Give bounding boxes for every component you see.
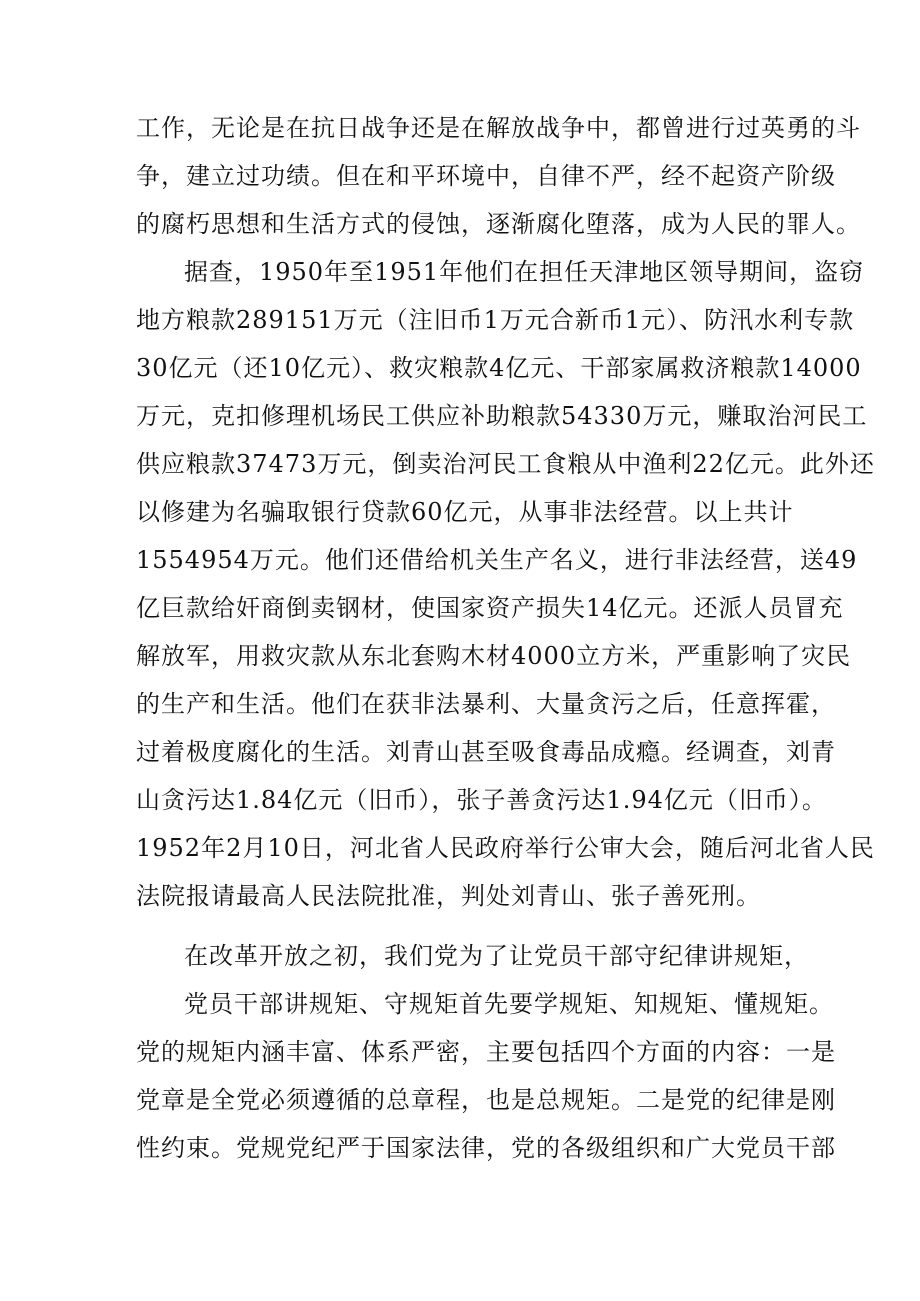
text-line: 党章是全党必须遵循的总章程，也是总规矩。二是党的纪律是刚 bbox=[136, 1086, 836, 1114]
text-line: 以修建为名骗取银行贷款60亿元，从事非法经营。以上共计 bbox=[136, 498, 794, 526]
text-line: 30亿元（还10亿元）、救灾粮款4亿元、干部家属救济粮款14000 bbox=[136, 354, 862, 382]
text-line: 亿巨款给奸商倒卖钢材，使国家资产损失14亿元。还派人员冒充 bbox=[136, 594, 844, 622]
text-line: 的腐朽思想和生活方式的侵蚀，逐渐腐化堕落，成为人民的罪人。 bbox=[136, 210, 861, 238]
text-line: 解放军，用救灾款从东北套购木材4000立方米，严重影响了灾民 bbox=[136, 642, 852, 670]
text-line: 万元，克扣修理机场民工供应补助粮款54330万元，赚取治河民工 bbox=[136, 402, 868, 430]
text-line: 据查，1950年至1951年他们在担任天津地区领导期间，盗窃 bbox=[184, 258, 865, 286]
paragraph-2 bbox=[136, 248, 875, 920]
text-line: 法院报请最高人民法院批准，判处刘青山、张子善死刑。 bbox=[136, 882, 761, 910]
paragraph-3 bbox=[136, 932, 809, 980]
text-line: 山贪污达1.84亿元（旧币），张子善贪污达1.94亿元（旧币）。 bbox=[136, 786, 827, 814]
text-line: 1554954万元。他们还借给机关生产名义，进行非法经营，送49 bbox=[136, 546, 858, 574]
text-line: 过着极度腐化的生活。刘青山甚至吸食毒品成瘾。经调查，刘青 bbox=[136, 738, 836, 766]
text-line: 争，建立过功绩。但在和平环境中，自律不严，经不起资产阶级 bbox=[136, 162, 836, 190]
text-line: 党员干部讲规矩、守规矩首先要学规矩、知规矩、懂规矩。 bbox=[184, 990, 834, 1018]
paragraph-1 bbox=[136, 104, 861, 248]
text-line: 工作，无论是在抗日战争还是在解放战争中，都曾进行过英勇的斗 bbox=[136, 114, 861, 142]
text-line: 供应粮款37473万元，倒卖治河民工食粮从中渔利22亿元。此外还 bbox=[136, 450, 875, 478]
text-line: 在改革开放之初，我们党为了让党员干部守纪律讲规矩， bbox=[184, 942, 809, 970]
text-line: 地方粮款289151万元（注旧币1万元合新币1元）、防汛水利专款 bbox=[136, 306, 855, 334]
text-line: 1952年2月10日，河北省人民政府举行公审大会，随后河北省人民 bbox=[136, 834, 875, 862]
text-line: 的生产和生活。他们在获非法暴利、大量贪污之后，任意挥霍， bbox=[136, 690, 836, 718]
text-line: 性约束。党规党纪严于国家法律，党的各级组织和广大党员干部 bbox=[136, 1134, 836, 1162]
text-line: 党的规矩内涵丰富、体系严密，主要包括四个方面的内容：一是 bbox=[136, 1038, 836, 1066]
paragraph-4 bbox=[136, 980, 836, 1172]
